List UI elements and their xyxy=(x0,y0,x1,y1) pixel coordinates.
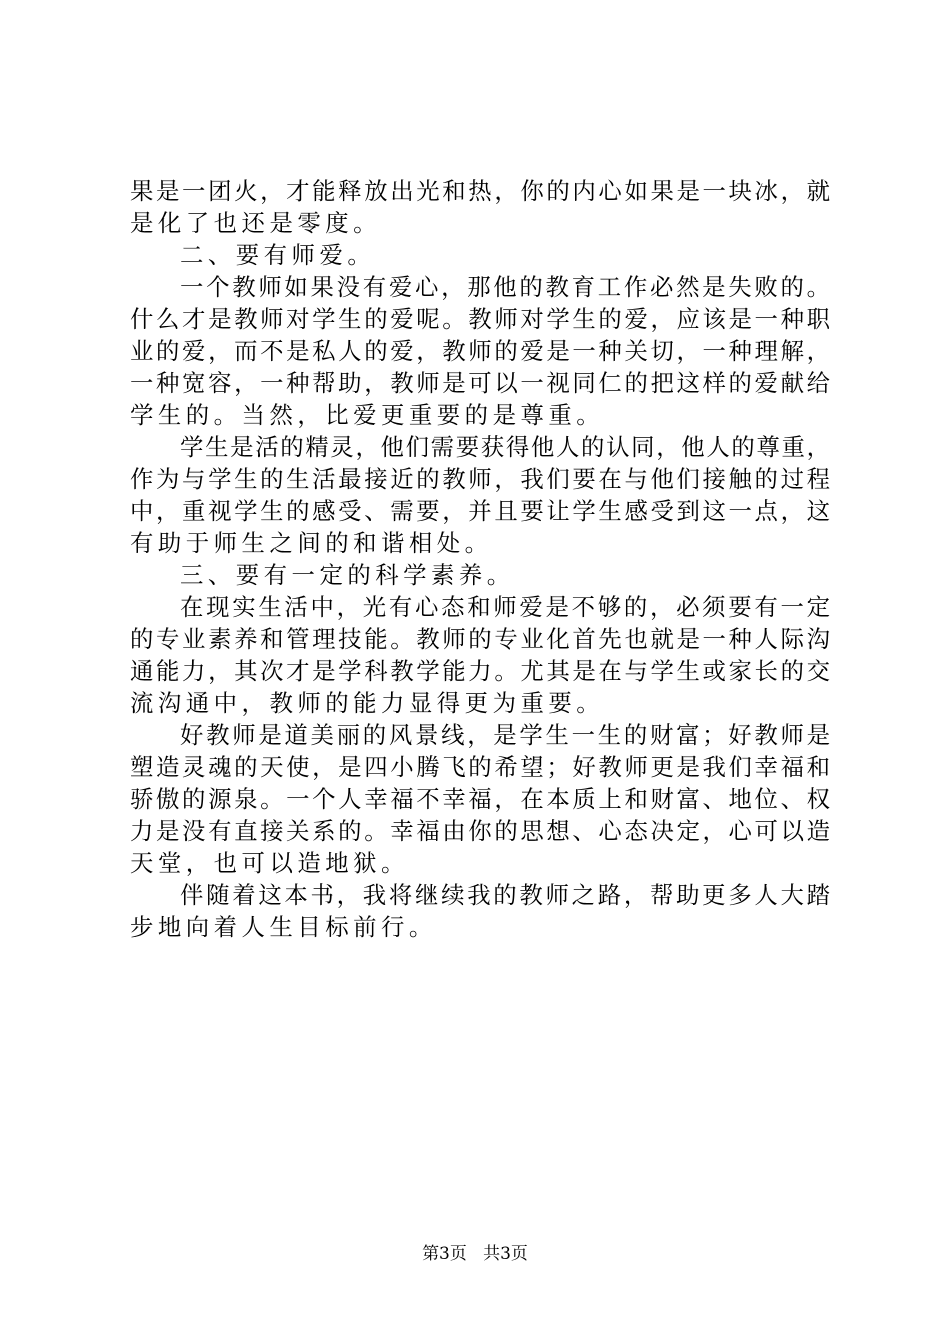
section-heading xyxy=(130,559,830,591)
text-line: 三、要有一定的科学素养。 xyxy=(180,561,515,589)
text-line: 作为与学生的生活最接近的教师，我们要在与他们接触的过程 xyxy=(130,465,830,493)
document-body xyxy=(130,175,830,943)
page-number: 第3页 xyxy=(422,1244,467,1264)
text-line: 有助于师生之间的和谐相处。 xyxy=(130,529,493,557)
paragraph xyxy=(130,879,830,943)
text-line: 什么才是教师对学生的爱呢。教师对学生的爱，应该是一种职 xyxy=(130,305,830,333)
text-line: 业的爱，而不是私人的爱，教师的爱是一种关切，一种理解， xyxy=(130,337,830,365)
text-line: 塑造灵魂的天使，是四小腾飞的希望；好教师更是我们幸福和 xyxy=(130,753,830,781)
text-line: 流沟通中，教师的能力显得更为重要。 xyxy=(130,689,605,717)
paragraph xyxy=(130,719,830,879)
text-line: 中，重视学生的感受、需要，并且要让学生感受到这一点，这 xyxy=(130,497,830,525)
text-line: 通能力，其次才是学科教学能力。尤其是在与学生或家长的交 xyxy=(130,657,830,685)
text-line: 力是没有直接关系的。幸福由你的思想、心态决定，心可以造 xyxy=(130,817,830,845)
footer-spacer xyxy=(472,1244,477,1264)
text-line: 天堂，也可以造地狱。 xyxy=(130,849,409,877)
text-line: 学生的。当然，比爱更重要的是尊重。 xyxy=(130,401,605,429)
paragraph xyxy=(130,175,830,239)
text-line: 的专业素养和管理技能。教师的专业化首先也就是一种人际沟 xyxy=(130,625,830,653)
text-line: 在现实生活中，光有心态和师爱是不够的，必须要有一定 xyxy=(180,593,830,621)
text-line: 是化了也还是零度。 xyxy=(130,209,382,237)
text-line: 一种宽容，一种帮助，教师是可以一视同仁的把这样的爱献给 xyxy=(130,369,830,397)
text-line: 果是一团火，才能释放出光和热，你的内心如果是一块冰，就 xyxy=(130,177,830,205)
text-line: 步地向着人生目标前行。 xyxy=(130,913,437,941)
text-line: 骄傲的源泉。一个人幸福不幸福，在本质上和财富、地位、权 xyxy=(130,785,830,813)
text-line: 伴随着这本书，我将继续我的教师之路，帮助更多人大踏 xyxy=(180,881,830,909)
page-total: 共3页 xyxy=(483,1244,528,1264)
text-line: 好教师是道美丽的风景线，是学生一生的财富；好教师是 xyxy=(180,721,830,749)
paragraph xyxy=(130,591,830,719)
page-footer xyxy=(0,1243,950,1265)
section-heading xyxy=(130,239,830,271)
paragraph xyxy=(130,271,830,431)
text-line: 一个教师如果没有爱心，那他的教育工作必然是失败的。 xyxy=(180,273,830,301)
text-line: 二、要有师爱。 xyxy=(180,241,376,269)
text-line: 学生是活的精灵，他们需要获得他人的认同，他人的尊重， xyxy=(180,433,830,461)
paragraph xyxy=(130,431,830,559)
